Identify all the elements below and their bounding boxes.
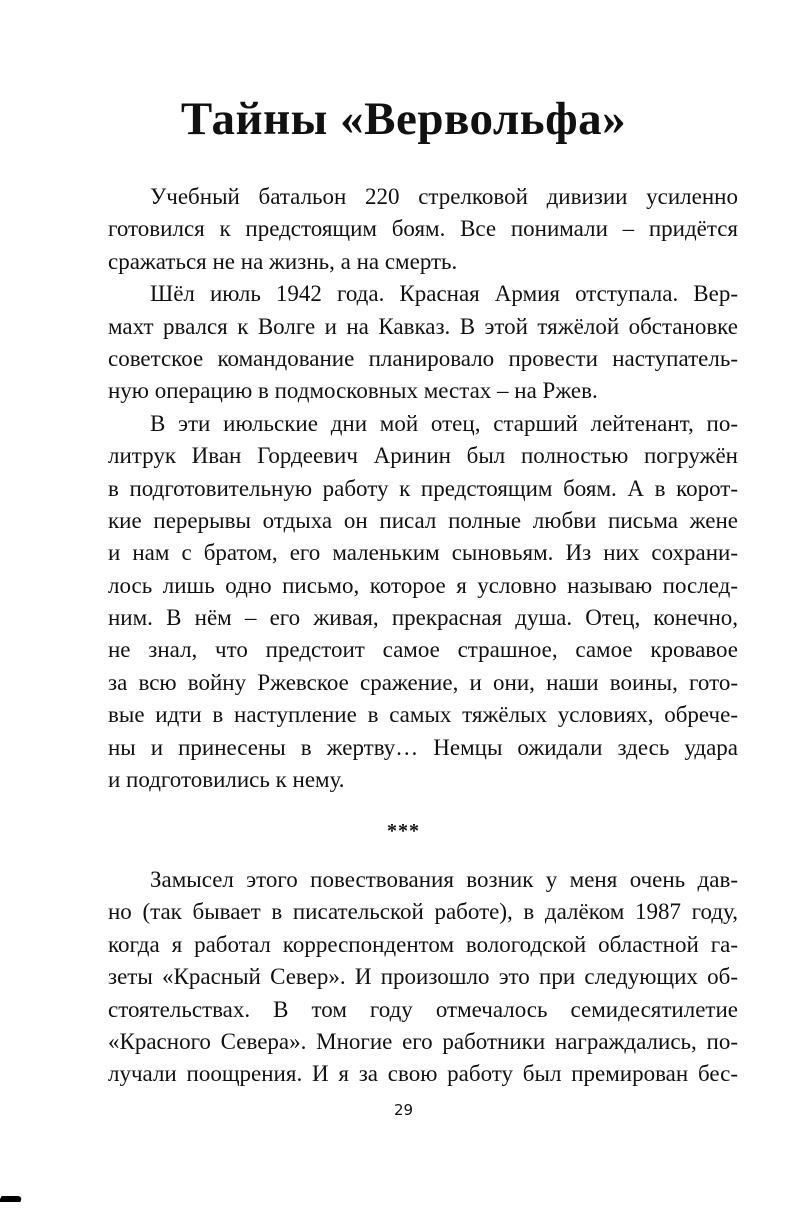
text-line: в подготовительную работу к предстоящим боям. А в корот-: [108, 475, 738, 501]
text-line: и нам с братом, его маленьким сыновьям. Из них сохрани-: [108, 540, 738, 566]
text-line: «Красного Севера». Многие его работники награждались, по-: [108, 1028, 738, 1054]
text-line: но (так бывает в писательской работе), в далёком 1987 году,: [108, 899, 738, 925]
text-line: Учебный батальон 220 стрелковой дивизии усиленно: [150, 184, 738, 209]
scan-edge-mark: [0, 1196, 24, 1202]
text-line: зеты «Красный Север». И произошло это при следующих об-: [108, 964, 738, 990]
text-line: лучали поощрения. И я за свою работу был премирован бес-: [108, 1061, 738, 1087]
text-line: ную операцию в подмосковных местах – на Ржев.: [108, 378, 598, 404]
text-line: готовился к предстоящим боям. Все понимали – придётся: [108, 216, 738, 242]
text-line: кие перерывы отдыха он писал полные любви письма жене: [108, 507, 738, 533]
text-line: ним. В нём – его живая, прекрасная душа. Отец, конечно,: [108, 605, 738, 631]
text-line: вые идти в наступление в самых тяжёлых условиях, обрече-: [108, 702, 738, 728]
text-line: Шёл июль 1942 года. Красная Армия отступала. Вер-: [150, 281, 738, 307]
text-line: литрук Иван Гордеевич Аринин был полностью погружён: [108, 443, 738, 469]
text-line: Замысел этого повествования возник у меня очень дав-: [150, 867, 738, 892]
text-line: советское командование планировало провести наступатель-: [108, 345, 738, 371]
section-1-text: [108, 181, 738, 796]
section-separator: ***: [387, 820, 420, 842]
text-line: когда я работал корреспондентом вологодской областной га-: [108, 931, 738, 957]
text-line: махт рвался к Волге и на Кавказ. В этой тяжёлой обстановке: [108, 313, 738, 339]
chapter-title: Тайны «Вервольфа»: [180, 93, 627, 145]
page-number: 29: [393, 1101, 414, 1119]
text-line: В эти июльские дни мой отец, старший лейтенант, по-: [150, 410, 738, 436]
text-line: сражаться не на жизнь, а на смерть.: [108, 248, 458, 274]
text-line: и подготовились к нему.: [108, 767, 345, 793]
text-line: ны и принесены в жертву… Немцы ожидали здесь удара: [108, 734, 738, 760]
section-2-text: [108, 864, 738, 1091]
text-line: стоятельствах. В том году отмечалось семидесятилетие: [108, 996, 738, 1022]
text-line: лось лишь одно письмо, которое я условно называю послед-: [108, 572, 738, 598]
text-line: за всю войну Ржевское сражение, и они, наши воины, гото-: [108, 669, 738, 695]
text-line: не знал, что предстоит самое страшное, самое кровавое: [108, 637, 738, 663]
